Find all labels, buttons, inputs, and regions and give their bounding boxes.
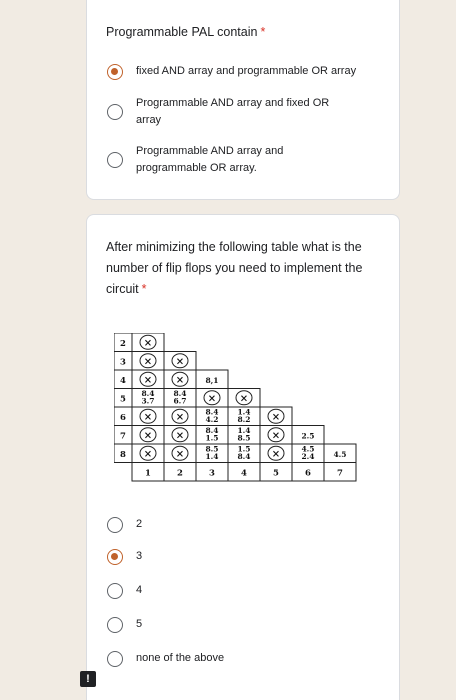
row-label: 2 — [120, 338, 126, 349]
cell-text: 1.4 — [205, 452, 219, 461]
implication-table-image — [114, 333, 364, 495]
cell-text: 1.5 — [205, 433, 219, 443]
cell-text: 1.4 — [237, 426, 251, 435]
cell-text: 2.5 — [301, 431, 315, 441]
q2-option-2[interactable] — [107, 548, 366, 565]
row-label: 5 — [120, 394, 126, 405]
q2-option-3[interactable] — [107, 582, 366, 599]
q1-option-3[interactable] — [107, 143, 316, 177]
column-label: 4 — [241, 468, 247, 479]
cell-text: 2.4 — [301, 452, 315, 461]
question-1-title: Programmable PAL contain * — [106, 25, 266, 39]
cell-text: 8.4 — [173, 389, 187, 398]
cell-mark: × — [175, 356, 185, 368]
option-label: 5 — [136, 618, 143, 630]
cell-text: 6.7 — [173, 396, 187, 406]
cell-mark: × — [143, 448, 153, 460]
radio-button[interactable] — [107, 583, 123, 599]
question-card-1 — [86, 0, 400, 200]
cell-text: 4.5 — [301, 444, 315, 454]
cell-mark: × — [175, 430, 185, 442]
cell-text: 1.4 — [237, 407, 251, 417]
column-label: 3 — [209, 468, 215, 479]
cell-mark: × — [239, 393, 249, 405]
cell-mark: × — [271, 430, 281, 442]
question-2-title: After minimizing the following table what is the number of flip flops you need to implement the circuit * — [106, 240, 363, 296]
row-label: 4 — [120, 375, 126, 386]
cell-mark: × — [143, 411, 153, 423]
option-label: Programmable AND array and programmable OR array. — [136, 145, 284, 174]
cell-mark: × — [207, 393, 217, 405]
row-label: 3 — [120, 357, 126, 368]
q2-option-1[interactable] — [107, 516, 366, 533]
cell-mark: × — [271, 411, 281, 423]
column-label: 2 — [177, 468, 183, 479]
radio-button[interactable] — [107, 651, 123, 667]
cell-text: 8.4 — [205, 426, 219, 435]
option-label: 3 — [136, 550, 143, 562]
column-label: 1 — [145, 468, 151, 479]
cell-text: 8.5 — [237, 433, 251, 443]
cell-mark: × — [175, 374, 185, 386]
q2-option-4[interactable] — [107, 616, 366, 633]
cell-mark: × — [143, 374, 153, 386]
required-mark: * — [141, 282, 147, 296]
feedback-icon[interactable]: ! — [80, 671, 96, 687]
cell-mark: × — [143, 356, 153, 368]
cell-text: 8.2 — [237, 415, 251, 424]
cell-text: 1.5 — [237, 444, 251, 454]
q1-option-1[interactable] — [107, 63, 366, 80]
cell-text: 8.5 — [205, 444, 219, 454]
radio-button[interactable] — [107, 549, 123, 565]
cell-mark: × — [175, 448, 185, 460]
cell-mark: × — [143, 430, 153, 442]
cell-mark: × — [143, 337, 153, 349]
row-label: 6 — [120, 412, 126, 423]
column-label: 6 — [305, 468, 311, 479]
column-label: 5 — [273, 468, 279, 479]
required-mark: * — [260, 25, 266, 39]
radio-button[interactable] — [107, 617, 123, 633]
radio-button[interactable] — [107, 64, 123, 80]
row-label: 8 — [120, 449, 126, 460]
left-margin — [0, 0, 70, 700]
option-label: 2 — [136, 518, 143, 530]
option-label: Programmable AND array and fixed OR array — [136, 97, 330, 126]
question-card-2 — [86, 214, 400, 700]
cell-text: 8.4 — [205, 407, 219, 417]
option-label: fixed AND array and programmable OR array — [136, 65, 357, 77]
row-label: 7 — [120, 431, 126, 442]
q1-option-2[interactable] — [107, 95, 356, 129]
radio-button[interactable] — [107, 152, 123, 168]
cell-text: 4.5 — [333, 449, 347, 459]
cell-mark: × — [175, 411, 185, 423]
cell-text: 4.2 — [205, 415, 219, 424]
option-label: none of the above — [136, 652, 225, 664]
column-label: 7 — [337, 468, 343, 479]
radio-button[interactable] — [107, 104, 123, 120]
q2-option-5[interactable] — [107, 650, 366, 667]
cell-mark: × — [271, 448, 281, 460]
cell-text: 8.4 — [141, 389, 155, 398]
cell-text: 3.7 — [141, 396, 155, 406]
cell-text: 8,1 — [205, 375, 219, 385]
radio-button[interactable] — [107, 517, 123, 533]
cell-text: 8.4 — [237, 452, 251, 461]
option-label: 4 — [136, 584, 143, 596]
